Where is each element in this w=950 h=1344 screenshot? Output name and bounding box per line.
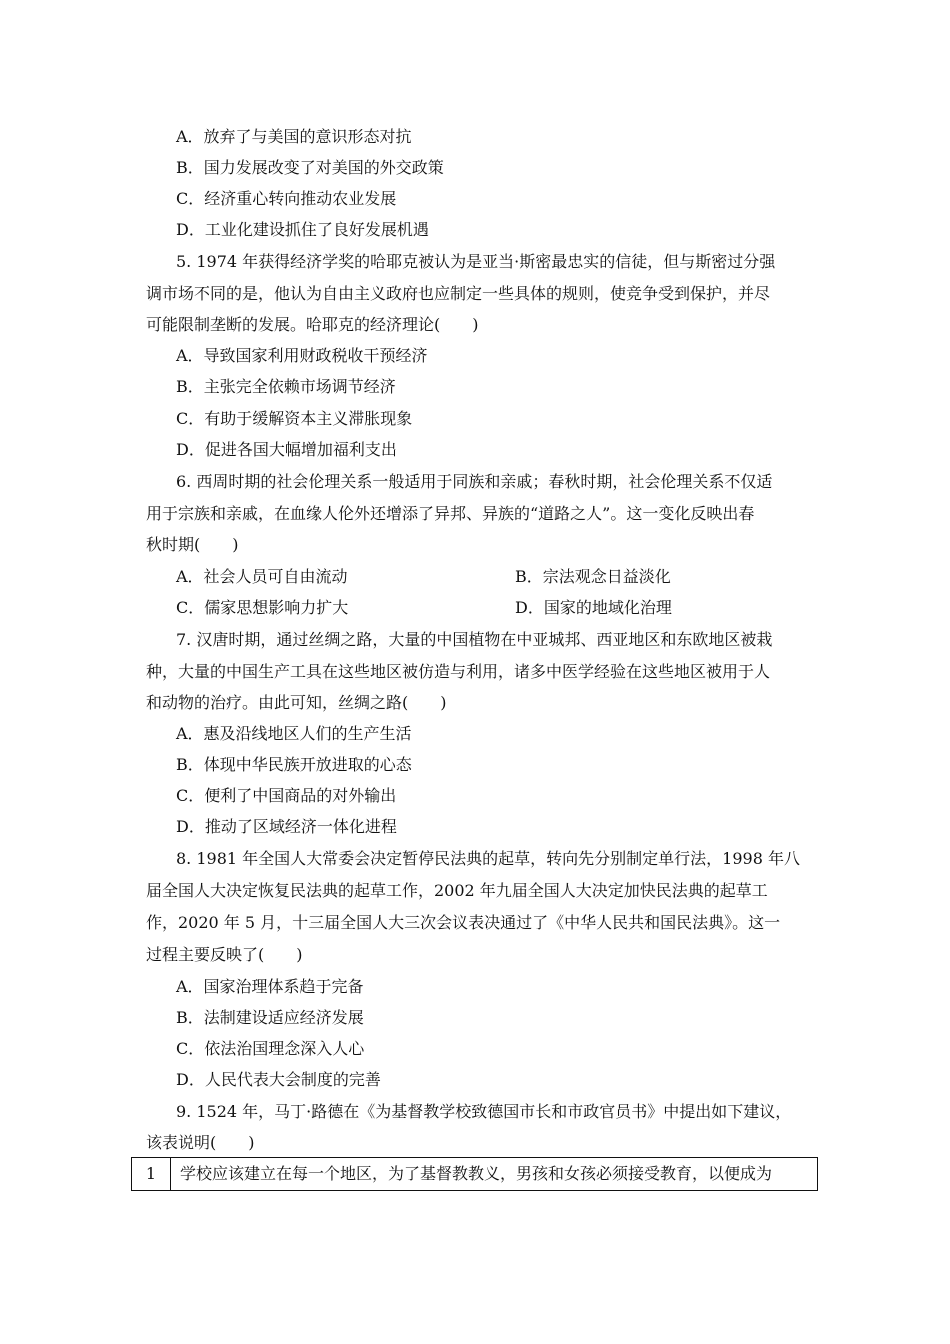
q5-option-a: A．导致国家利用财政税收干预经济 (176, 346, 428, 365)
q8-option-c: C．依法治国理念深入人心 (176, 1039, 365, 1058)
q5-stem-line-2: 调市场不同的是，他认为自由主义政府也应制定一些具体的规则，使竞争受到保护，并尽 (146, 284, 771, 303)
q9-table-row-number: 1 (132, 1158, 171, 1190)
q4-option-d: D．工业化建设抓住了良好发展机遇 (176, 220, 429, 239)
q7-stem-line-1: 7. 汉唐时期，通过丝绸之路，大量的中国植物在中亚城邦、西亚地区和东欧地区被栽 (176, 630, 773, 649)
q7-option-a: A．惠及沿线地区人们的生产生活 (176, 724, 412, 743)
q6-option-b: B．宗法观念日益淡化 (515, 567, 671, 586)
q9-stem-line-2: 该表说明( ) (146, 1133, 255, 1152)
q6-stem-line-1: 6. 西周时期的社会伦理关系一般适用于同族和亲戚；春秋时期，社会伦理关系不仅适 (176, 472, 773, 491)
q5-stem-line-1: 5. 1974 年获得经济学奖的哈耶克被认为是亚当·斯密最忠实的信徒，但与斯密过分强 (176, 252, 776, 271)
q8-stem-line-4: 过程主要反映了( ) (146, 945, 303, 964)
q4-option-c: C．经济重心转向推动农业发展 (176, 189, 397, 208)
q8-stem-line-1: 8. 1981 年全国人大常委会决定暂停民法典的起草，转向先分别制定单行法，1998 年八 (176, 849, 800, 868)
q6-stem-line-2: 用于宗族和亲戚，在血缘人伦外还增添了异邦、异族的“道路之人”。这一变化反映出春 (146, 504, 755, 523)
q7-option-b: B．体现中华民族开放进取的心态 (176, 755, 412, 774)
q8-option-a: A．国家治理体系趋于完备 (176, 977, 364, 996)
q6-option-a: A．社会人员可自由流动 (176, 567, 348, 586)
q8-stem-line-3: 作，2020 年 5 月，十三届全国人大三次会议表决通过了《中华人民共和国民法典》。这一 (146, 913, 781, 932)
q7-stem-line-2: 种，大量的中国生产工具在这些地区被仿造与利用，诸多中医学经验在这些地区被用于人 (146, 662, 771, 681)
q8-option-d: D．人民代表大会制度的完善 (176, 1070, 381, 1089)
q6-option-c: C．儒家思想影响力扩大 (176, 598, 349, 617)
q7-stem-line-3: 和动物的治疗。由此可知，丝绸之路( ) (146, 693, 447, 712)
q5-option-c: C．有助于缓解资本主义滞胀现象 (176, 409, 413, 428)
q9-stem-line-1: 9. 1524 年，马丁·路德在《为基督教学校致德国市长和市政官员书》中提出如下建议， (176, 1102, 792, 1121)
q5-stem-line-3: 可能限制垄断的发展。哈耶克的经济理论( ) (146, 315, 479, 334)
q8-stem-line-2: 届全国人大决定恢复民法典的起草工作，2002 年九届全国人大决定加快民法典的起草工 (146, 881, 768, 900)
q9-table (131, 1157, 818, 1191)
q4-option-b: B．国力发展改变了对美国的外交政策 (176, 158, 444, 177)
q5-option-d: D．促进各国大幅增加福利支出 (176, 440, 397, 459)
q6-stem-line-3: 秋时期( ) (146, 535, 239, 554)
q6-option-d: D．国家的地域化治理 (515, 598, 672, 617)
q9-table-row-text: 学校应该建立在每一个地区，为了基督教教义，男孩和女孩必须接受教育，以便成为 (180, 1164, 773, 1183)
q5-option-b: B．主张完全依赖市场调节经济 (176, 377, 396, 396)
q7-option-d: D．推动了区域经济一体化进程 (176, 817, 397, 836)
q7-option-c: C．便利了中国商品的对外输出 (176, 786, 397, 805)
q8-option-b: B．法制建设适应经济发展 (176, 1008, 364, 1027)
q4-option-a: A．放弃了与美国的意识形态对抗 (176, 127, 412, 146)
